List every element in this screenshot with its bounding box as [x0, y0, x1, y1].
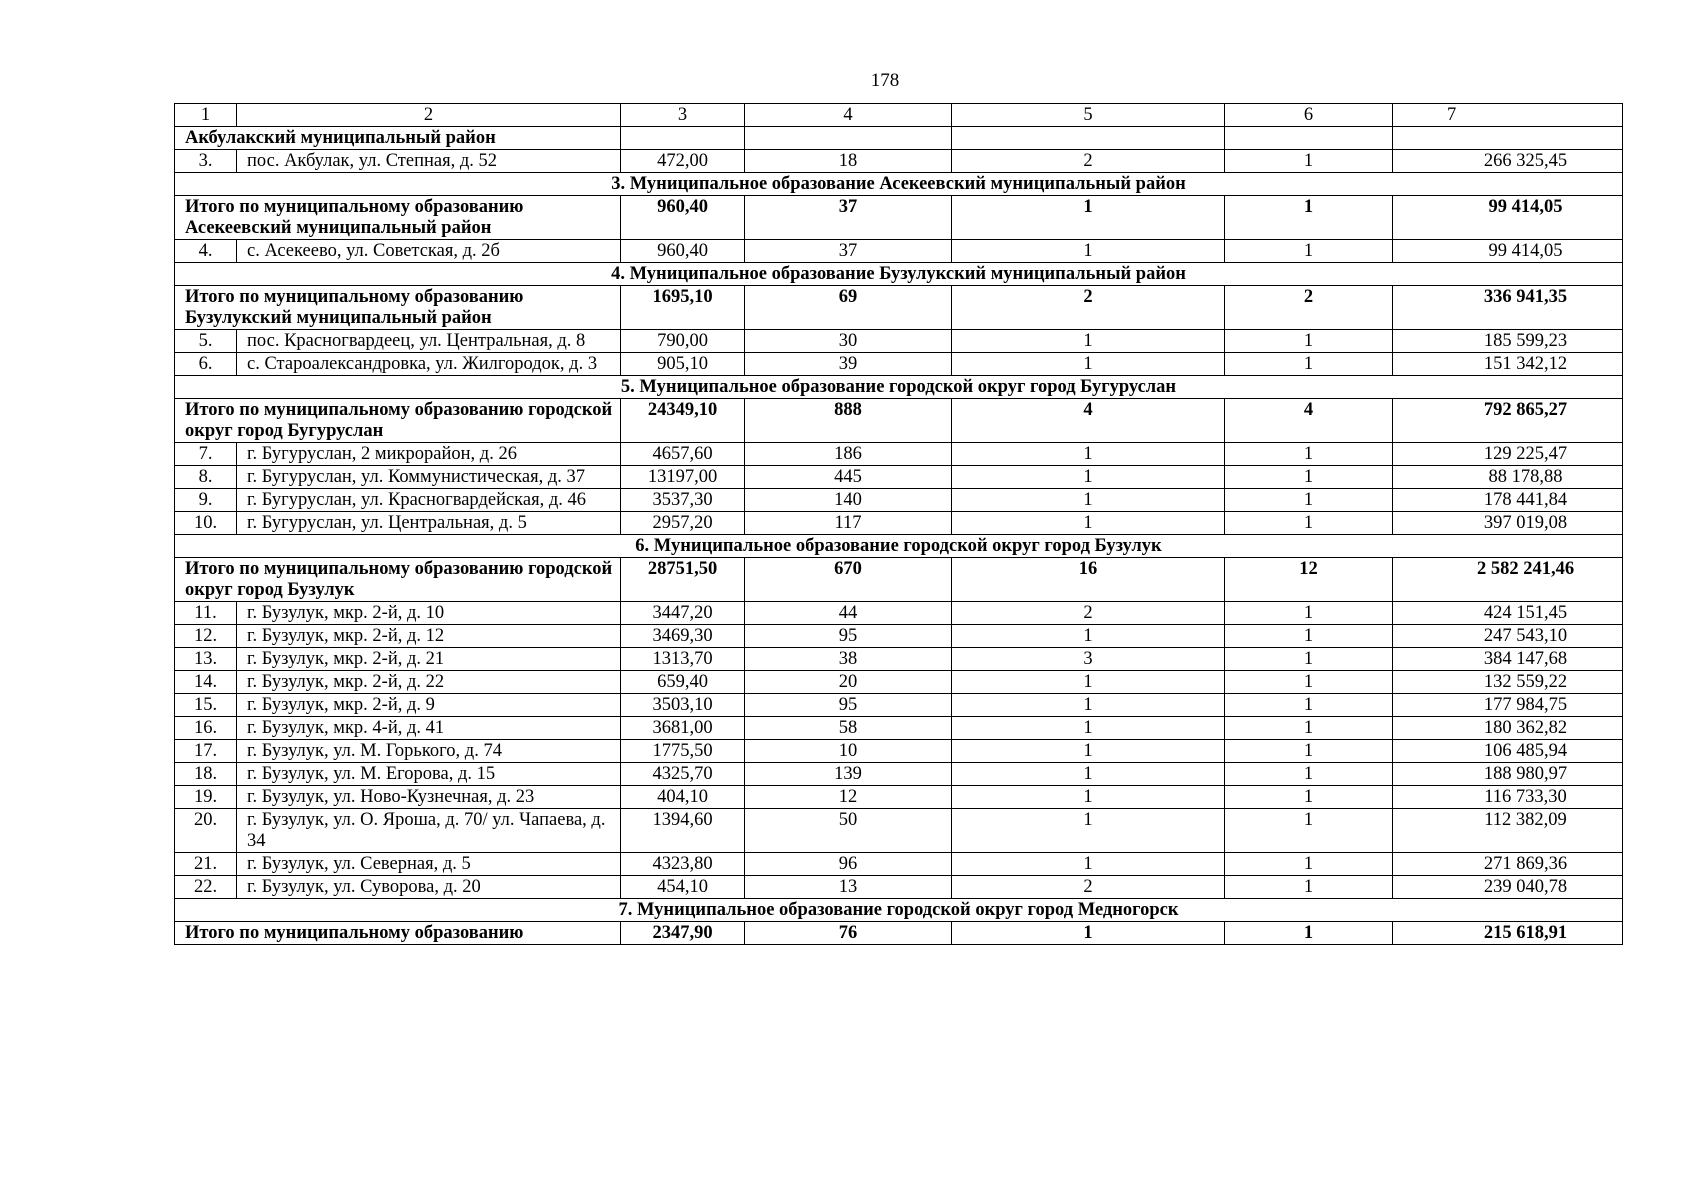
- elevators-cell: 2: [952, 150, 1225, 173]
- row-number: 19.: [175, 786, 237, 809]
- row-number: 3.: [175, 150, 237, 173]
- elevators-cell: 1: [952, 443, 1225, 466]
- table-row: [175, 853, 1623, 876]
- table-row: [175, 740, 1623, 763]
- residents-cell: 76: [745, 922, 952, 945]
- buildings-cell: 1: [1225, 489, 1393, 512]
- table-row: [175, 150, 1623, 173]
- area-cell: 1775,50: [621, 740, 745, 763]
- cost-cell: 132 559,22: [1393, 671, 1623, 694]
- elevators-cell: 1: [952, 240, 1225, 263]
- area-cell: 905,10: [621, 353, 745, 376]
- buildings-cell: 1: [1225, 740, 1393, 763]
- buildings-cell: 1: [1225, 196, 1393, 240]
- address-cell: г. Бузулук, ул. М. Горького, д. 74: [237, 740, 621, 763]
- area-cell: 454,10: [621, 876, 745, 899]
- elevators-cell: 4: [952, 399, 1225, 443]
- buildings-cell: 1: [1225, 694, 1393, 717]
- residents-cell: 37: [745, 240, 952, 263]
- buildings-cell: 1: [1225, 602, 1393, 625]
- row-number: 20.: [175, 809, 237, 853]
- cost-cell: 99 414,05: [1393, 196, 1623, 240]
- table-row: [175, 512, 1623, 535]
- cost-cell: 247 543,10: [1393, 625, 1623, 648]
- buildings-cell: 12: [1225, 558, 1393, 602]
- row-number: 15.: [175, 694, 237, 717]
- section-header-row: [175, 376, 1623, 399]
- section-title: 5. Муниципальное образование городской округ город Бугуруслан: [175, 376, 1623, 399]
- total-row: [175, 558, 1623, 602]
- buildings-cell: 1: [1225, 512, 1393, 535]
- area-cell: 960,40: [621, 196, 745, 240]
- area-cell: 3681,00: [621, 717, 745, 740]
- cost-cell: 266 325,45: [1393, 150, 1623, 173]
- cost-cell: 215 618,91: [1393, 922, 1623, 945]
- address-cell: г. Бузулук, мкр. 2-й, д. 22: [237, 671, 621, 694]
- residents-cell: 69: [745, 286, 952, 330]
- residents-cell: 186: [745, 443, 952, 466]
- address-cell: г. Бузулук, мкр. 2-й, д. 12: [237, 625, 621, 648]
- buildings-cell: 2: [1225, 286, 1393, 330]
- residents-cell: 38: [745, 648, 952, 671]
- buildings-cell: 1: [1225, 466, 1393, 489]
- residents-cell: 50: [745, 809, 952, 853]
- table-row: [175, 809, 1623, 853]
- cost-cell: 792 865,27: [1393, 399, 1623, 443]
- elevators-cell: 1: [952, 625, 1225, 648]
- cost-cell: 271 869,36: [1393, 853, 1623, 876]
- cost-cell: 106 485,94: [1393, 740, 1623, 763]
- section-title: 4. Муниципальное образование Бузулукский муниципальный район: [175, 263, 1623, 286]
- column-header: 2: [237, 104, 621, 127]
- residents-cell: 58: [745, 717, 952, 740]
- elevators-cell: 1: [952, 330, 1225, 353]
- address-cell: г. Бузулук, мкр. 4-й, д. 41: [237, 717, 621, 740]
- area-cell: 28751,50: [621, 558, 745, 602]
- address-cell: с. Староалександровка, ул. Жилгородок, д. 3: [237, 353, 621, 376]
- column-header: 7: [1393, 104, 1623, 127]
- cost-cell: 180 362,82: [1393, 717, 1623, 740]
- buildings-cell: 1: [1225, 876, 1393, 899]
- elevators-cell: 1: [952, 922, 1225, 945]
- district-label: Акбулакский муниципальный район: [175, 127, 621, 150]
- data-table: [174, 103, 1623, 945]
- elevators-cell: 1: [952, 489, 1225, 512]
- row-number: 14.: [175, 671, 237, 694]
- residents-cell: 445: [745, 466, 952, 489]
- address-cell: пос. Акбулак, ул. Степная, д. 52: [237, 150, 621, 173]
- area-cell: 960,40: [621, 240, 745, 263]
- cost-cell: 397 019,08: [1393, 512, 1623, 535]
- row-number: 9.: [175, 489, 237, 512]
- row-number: 7.: [175, 443, 237, 466]
- table-row: [175, 694, 1623, 717]
- area-cell: 4325,70: [621, 763, 745, 786]
- cost-cell: 99 414,05: [1393, 240, 1623, 263]
- area-cell: 13197,00: [621, 466, 745, 489]
- total-label: Итого по муниципальному образованию городской округ город Бузулук: [175, 558, 621, 602]
- residents-cell: 96: [745, 853, 952, 876]
- table-row: [175, 763, 1623, 786]
- elevators-cell: 1: [952, 196, 1225, 240]
- table-row: [175, 786, 1623, 809]
- column-header: 3: [621, 104, 745, 127]
- area-cell: 24349,10: [621, 399, 745, 443]
- buildings-cell: 4: [1225, 399, 1393, 443]
- total-label: Итого по муниципальному образованию Асекеевский муниципальный район: [175, 196, 621, 240]
- section-header-row: [175, 535, 1623, 558]
- buildings-cell: 1: [1225, 763, 1393, 786]
- row-number: 10.: [175, 512, 237, 535]
- elevators-cell: 1: [952, 717, 1225, 740]
- area-cell: 2957,20: [621, 512, 745, 535]
- buildings-cell: 1: [1225, 150, 1393, 173]
- table-row: [175, 648, 1623, 671]
- table-row: [175, 443, 1623, 466]
- address-cell: г. Бузулук, мкр. 2-й, д. 21: [237, 648, 621, 671]
- buildings-cell: 1: [1225, 240, 1393, 263]
- table-body: [175, 104, 1623, 945]
- cost-cell: 185 599,23: [1393, 330, 1623, 353]
- buildings-cell: 1: [1225, 922, 1393, 945]
- table-row: [175, 353, 1623, 376]
- area-cell: 790,00: [621, 330, 745, 353]
- cost-cell: 129 225,47: [1393, 443, 1623, 466]
- elevators-cell: 2: [952, 286, 1225, 330]
- elevators-cell: 2: [952, 876, 1225, 899]
- residents-cell: 95: [745, 694, 952, 717]
- cost-cell: 2 582 241,46: [1393, 558, 1623, 602]
- cost-cell: 112 382,09: [1393, 809, 1623, 853]
- residents-cell: 12: [745, 786, 952, 809]
- address-cell: г. Бугуруслан, 2 микрорайон, д. 26: [237, 443, 621, 466]
- residents-cell: 39: [745, 353, 952, 376]
- buildings-cell: 1: [1225, 809, 1393, 853]
- cost-cell: 239 040,78: [1393, 876, 1623, 899]
- district-row: [175, 127, 1623, 150]
- cost-cell: 88 178,88: [1393, 466, 1623, 489]
- column-header: 1: [175, 104, 237, 127]
- area-cell: 3537,30: [621, 489, 745, 512]
- address-cell: г. Бузулук, ул. Ново-Кузнечная, д. 23: [237, 786, 621, 809]
- cost-cell: 116 733,30: [1393, 786, 1623, 809]
- page-number: 178: [870, 70, 900, 91]
- address-cell: г. Бугуруслан, ул. Центральная, д. 5: [237, 512, 621, 535]
- address-cell: г. Бугуруслан, ул. Красногвардейская, д. 46: [237, 489, 621, 512]
- residents-cell: 117: [745, 512, 952, 535]
- row-number: 6.: [175, 353, 237, 376]
- area-cell: 1394,60: [621, 809, 745, 853]
- address-cell: г. Бузулук, ул. М. Егорова, д. 15: [237, 763, 621, 786]
- residents-cell: 670: [745, 558, 952, 602]
- column-header: 4: [745, 104, 952, 127]
- row-number: 12.: [175, 625, 237, 648]
- elevators-cell: 1: [952, 740, 1225, 763]
- table-row: [175, 671, 1623, 694]
- area-cell: 4323,80: [621, 853, 745, 876]
- table-row: [175, 602, 1623, 625]
- elevators-cell: 1: [952, 353, 1225, 376]
- address-cell: г. Бугуруслан, ул. Коммунистическая, д. 37: [237, 466, 621, 489]
- area-cell: 3469,30: [621, 625, 745, 648]
- address-cell: г. Бузулук, ул. Суворова, д. 20: [237, 876, 621, 899]
- elevators-cell: 1: [952, 466, 1225, 489]
- residents-cell: 18: [745, 150, 952, 173]
- table-row: [175, 330, 1623, 353]
- row-number: 17.: [175, 740, 237, 763]
- cost-cell: 188 980,97: [1393, 763, 1623, 786]
- area-cell: 1695,10: [621, 286, 745, 330]
- empty-cell: [1393, 127, 1623, 150]
- elevators-cell: 16: [952, 558, 1225, 602]
- elevators-cell: 1: [952, 671, 1225, 694]
- row-number: 22.: [175, 876, 237, 899]
- total-label: Итого по муниципальному образованию Бузулукский муниципальный район: [175, 286, 621, 330]
- row-number: 21.: [175, 853, 237, 876]
- section-header-row: [175, 173, 1623, 196]
- residents-cell: 139: [745, 763, 952, 786]
- elevators-cell: 1: [952, 512, 1225, 535]
- area-cell: 1313,70: [621, 648, 745, 671]
- table-row: [175, 240, 1623, 263]
- elevators-cell: 1: [952, 763, 1225, 786]
- buildings-cell: 1: [1225, 648, 1393, 671]
- area-cell: 472,00: [621, 150, 745, 173]
- address-cell: г. Бузулук, ул. Северная, д. 5: [237, 853, 621, 876]
- residents-cell: 10: [745, 740, 952, 763]
- cost-cell: 178 441,84: [1393, 489, 1623, 512]
- row-number: 18.: [175, 763, 237, 786]
- residents-cell: 140: [745, 489, 952, 512]
- elevators-cell: 1: [952, 694, 1225, 717]
- area-cell: 2347,90: [621, 922, 745, 945]
- buildings-cell: 1: [1225, 443, 1393, 466]
- address-cell: г. Бузулук, ул. О. Яроша, д. 70/ ул. Чапаева, д. 34: [237, 809, 621, 853]
- address-cell: г. Бузулук, мкр. 2-й, д. 10: [237, 602, 621, 625]
- empty-cell: [621, 127, 745, 150]
- cost-cell: 151 342,12: [1393, 353, 1623, 376]
- address-cell: пос. Красногвардеец, ул. Центральная, д. 8: [237, 330, 621, 353]
- empty-cell: [952, 127, 1225, 150]
- table-row: [175, 466, 1623, 489]
- buildings-cell: 1: [1225, 853, 1393, 876]
- total-row: [175, 286, 1623, 330]
- buildings-cell: 1: [1225, 353, 1393, 376]
- cost-cell: 336 941,35: [1393, 286, 1623, 330]
- total-row: [175, 922, 1623, 945]
- row-number: 16.: [175, 717, 237, 740]
- residents-cell: 888: [745, 399, 952, 443]
- column-header: 6: [1225, 104, 1393, 127]
- area-cell: 3447,20: [621, 602, 745, 625]
- empty-cell: [745, 127, 952, 150]
- section-header-row: [175, 899, 1623, 922]
- section-header-row: [175, 263, 1623, 286]
- table-row: [175, 717, 1623, 740]
- section-title: 3. Муниципальное образование Асекеевский муниципальный район: [175, 173, 1623, 196]
- elevators-cell: 1: [952, 809, 1225, 853]
- total-label: Итого по муниципальному образованию: [175, 922, 621, 945]
- address-cell: г. Бузулук, мкр. 2-й, д. 9: [237, 694, 621, 717]
- buildings-cell: 1: [1225, 671, 1393, 694]
- cost-cell: 384 147,68: [1393, 648, 1623, 671]
- elevators-cell: 1: [952, 786, 1225, 809]
- buildings-cell: 1: [1225, 330, 1393, 353]
- elevators-cell: 3: [952, 648, 1225, 671]
- buildings-cell: 1: [1225, 717, 1393, 740]
- address-cell: с. Асекеево, ул. Советская, д. 2б: [237, 240, 621, 263]
- table-row: [175, 625, 1623, 648]
- area-cell: 659,40: [621, 671, 745, 694]
- row-number: 11.: [175, 602, 237, 625]
- area-cell: 4657,60: [621, 443, 745, 466]
- area-cell: 3503,10: [621, 694, 745, 717]
- row-number: 5.: [175, 330, 237, 353]
- residents-cell: 37: [745, 196, 952, 240]
- total-label: Итого по муниципальному образованию городской округ город Бугуруслан: [175, 399, 621, 443]
- elevators-cell: 2: [952, 602, 1225, 625]
- buildings-cell: 1: [1225, 786, 1393, 809]
- header-row: [175, 104, 1623, 127]
- residents-cell: 30: [745, 330, 952, 353]
- total-row: [175, 399, 1623, 443]
- section-title: 7. Муниципальное образование городской округ город Медногорск: [175, 899, 1623, 922]
- area-cell: 404,10: [621, 786, 745, 809]
- row-number: 4.: [175, 240, 237, 263]
- table-row: [175, 489, 1623, 512]
- row-number: 13.: [175, 648, 237, 671]
- column-header: 5: [952, 104, 1225, 127]
- buildings-cell: 1: [1225, 625, 1393, 648]
- residents-cell: 20: [745, 671, 952, 694]
- residents-cell: 95: [745, 625, 952, 648]
- cost-cell: 177 984,75: [1393, 694, 1623, 717]
- table-row: [175, 876, 1623, 899]
- row-number: 8.: [175, 466, 237, 489]
- residents-cell: 44: [745, 602, 952, 625]
- elevators-cell: 1: [952, 853, 1225, 876]
- empty-cell: [1225, 127, 1393, 150]
- section-title: 6. Муниципальное образование городской округ город Бузулук: [175, 535, 1623, 558]
- cost-cell: 424 151,45: [1393, 602, 1623, 625]
- total-row: [175, 196, 1623, 240]
- residents-cell: 13: [745, 876, 952, 899]
